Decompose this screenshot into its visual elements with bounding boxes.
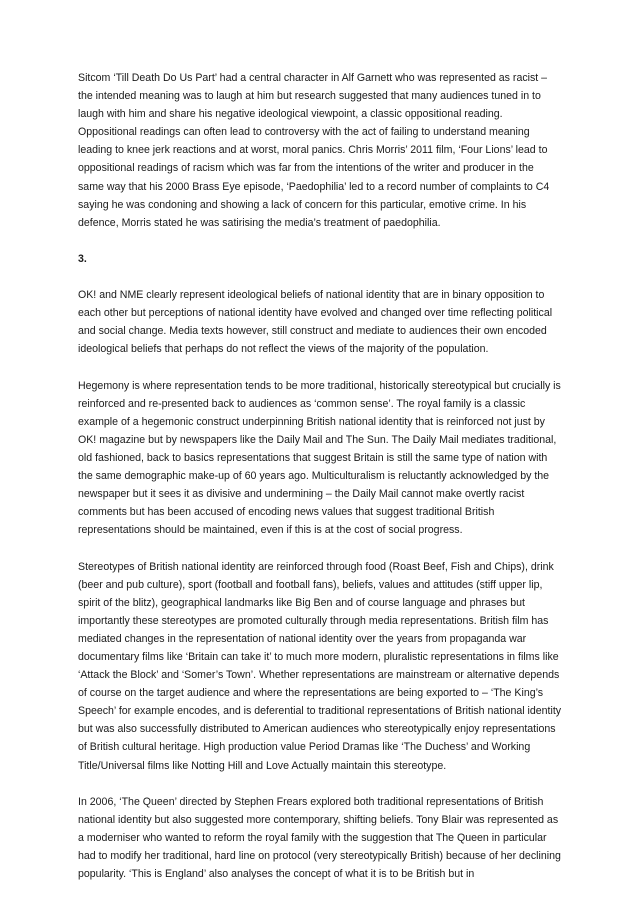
paragraph-binary-opposition: OK! and NME clearly represent ideological beliefs of national identity that are in binary opposition to each other but perceptions of national identity have evolved and changed over time reflecting political and social change. Media texts however, still construct and mediate to audiences their own encoded ideological beliefs that perhaps do not reflect the views of the majority of the population. — [78, 289, 553, 356]
paragraph-hegemony: Hegemony is where representation tends to be more traditional, historically stereotypical but crucially is reinforced and re-presented back to audiences as ‘common sense’. The royal family is a classic example of a hegemonic construct underpinning British national identity that is reinforced not just by OK! magazine but by newspapers like the Daily Mail and The Sun. The Daily Mail mediates traditional, old fashioned, back to basics representations that suggest Britain is still the same type of nation with the same demographic make-up of 60 years ago. Multiculturalism is reluctantly acknowledged by the newspaper but it sees it as divisive and undermining – the Daily Mail cannot make overtly racist comments but has been accused of encoding news values that suggest traditional British representations should be maintained, even if this is at the cost of social progress. — [78, 379, 561, 537]
section-heading-3: 3. — [78, 252, 87, 265]
paragraph-stereotypes: Stereotypes of British national identity are reinforced through food (Roast Beef, Fish and Chips), drink (beer and pub culture), sport (football and football fans), beliefs, values and attitudes (stiff upper lip, spirit of the blitz), geographical landmarks like Big Ben and of course language and phrases but importantly these stereotypes are promoted culturally through media representations. British film has mediated changes in the representation of national identity over the years from propaganda war documentary films like ‘Britain can take it’ to much more modern, pluralistic representations in films like ‘Attack the Block’ and ‘Somer’s Town’. Whether representations are mainstream or alternative depends of course on the target audience and where the representations are being exported to – ‘The King’s Speech’ for example encodes, and is deferential to traditional representations of British national identity but was also successfully distributed to American audiences who stereotypically enjoy representations of British cultural heritage. High production value Period Dramas like ‘The Duchess’ and Working Title/Universal films like Notting Hill and Love Actually maintain this stereotype. — [78, 560, 562, 772]
paragraph-the-queen: In 2006, ‘The Queen’ directed by Stephen Frears explored both traditional representations of British national identity but also suggested more contemporary, shifting beliefs. Tony Blair was represented as a moderniser who wanted to reform the royal family with the suggestion that The Queen in particular had to modify her traditional, hard line on protocol (very stereotypically British) because of her declining popularity. ‘This is England’ also analyses the concept of what it is to be British but in — [78, 795, 561, 881]
paragraph-sitcom-oppositional-readings: Sitcom ‘Till Death Do Us Part’ had a central character in Alf Garnett who was represented as racist – the intended meaning was to laugh at him but research suggested that many audiences tuned in to laugh with him and share his negative ideological viewpoint, a classic oppositional reading. Oppositional readings can often lead to controversy with the act of failing to understand meaning leading to knee jerk reactions and at worst, moral panics. Chris Morris’ 2011 film, ‘Four Lions’ lead to oppositional readings of racism which was far from the intentions of the writer and producer in the same way that his 2000 Brass Eye episode, ‘Paedophilia’ led to a record number of complaints to C4 saying he was condoning and showing a lack of concern for this particular, emotive crime. In his defence, Morris stated he was satirising the media’s treatment of paedophilia. — [78, 72, 550, 229]
document-page — [78, 69, 562, 901]
